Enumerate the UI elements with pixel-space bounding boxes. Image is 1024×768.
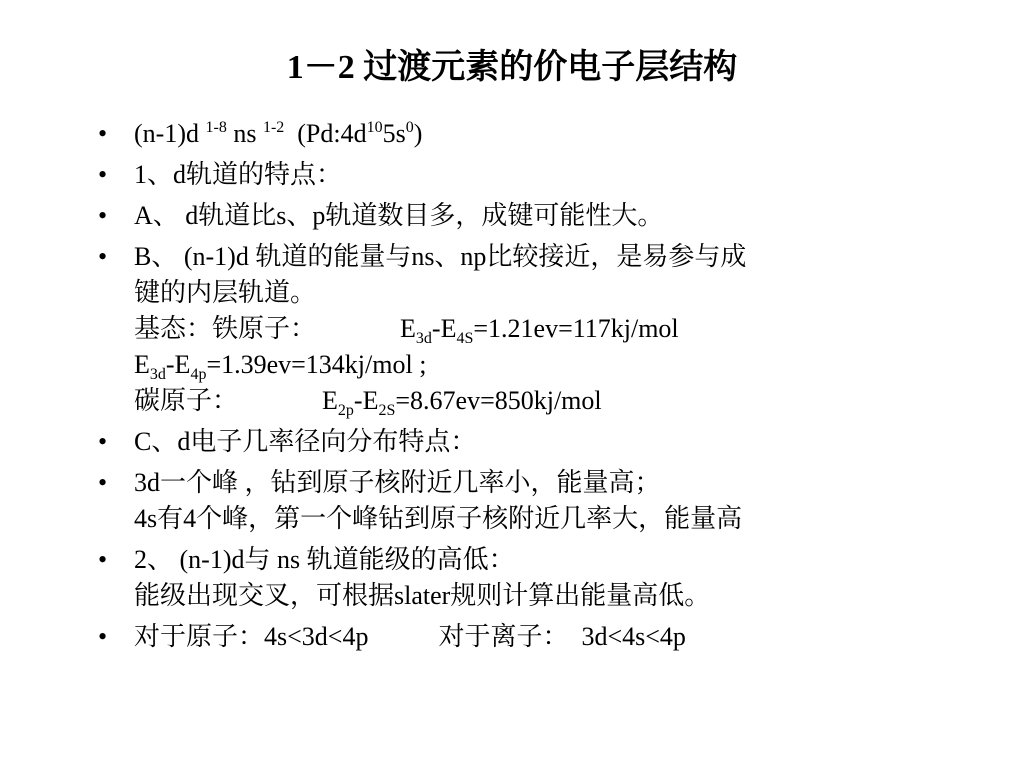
list-item: [98, 116, 978, 152]
item-text: 1、d轨道的特点：: [134, 160, 343, 189]
config-text: (n-1)d $^{1-8}$ ns $^{1-2}$ $(Pd:4d^{10}5s^0)$: [134, 119, 423, 148]
energy-line-carbon: 碳原子： $E_{2p}-E_{2S}=8.67ev=850kj$/mol: [134, 386, 602, 419]
bullet-dot: •: [98, 160, 108, 189]
item-text: C、d电子几率径向分布特点：: [134, 427, 477, 456]
list-item: [98, 157, 978, 193]
bullet-list: [98, 116, 978, 660]
item-line: B、 (n-1)d 轨道的能量与ns、np比较接近，是易参与成: [134, 242, 747, 271]
slide-title: 1－2 过渡元素的价电子层结构: [286, 49, 738, 86]
atom-order-text: 对于原子：4s<3d<4p: [134, 622, 369, 651]
energy-line-fe-4s: 基态：铁原子： $E_{3d}-E_{4S}=1.21ev=117kj$/mol: [134, 314, 679, 347]
list-item: [98, 239, 978, 419]
bullet-dot: •: [98, 427, 108, 456]
bullet-dot: •: [98, 468, 108, 497]
item-line: 能级出现交叉，可根据slater规则计算出能量高低。: [134, 581, 711, 610]
item-line: 3d一个峰 ，钻到原子核附近几率小，能量高；: [134, 468, 661, 497]
list-item: [98, 542, 978, 614]
item-line: 键的内层轨道。: [134, 278, 317, 307]
bullet-dot: •: [98, 201, 108, 230]
bullet-dot: •: [98, 242, 108, 271]
bullet-dot: •: [98, 545, 108, 574]
item-line: 4s有4个峰，第一个峰钻到原子核附近几率大，能量高: [134, 504, 743, 533]
item-text: A、 d轨道比s、p轨道数目多，成键可能性大。: [134, 201, 664, 230]
list-item: [98, 619, 978, 655]
bullet-dot: •: [98, 622, 108, 651]
ion-order-text: 对于离子： 3d<4s<4p: [438, 622, 686, 651]
list-item: [98, 198, 978, 234]
energy-line-fe-4p: $E_{3d}-E_{4p}=1.39ev=134kj$/mol ;: [134, 350, 427, 383]
list-item: [98, 424, 978, 460]
item-line: 2、 (n-1)d与 ns 轨道能级的高低：: [134, 545, 515, 574]
list-item: [98, 465, 978, 537]
bullet-dot: •: [98, 119, 108, 148]
